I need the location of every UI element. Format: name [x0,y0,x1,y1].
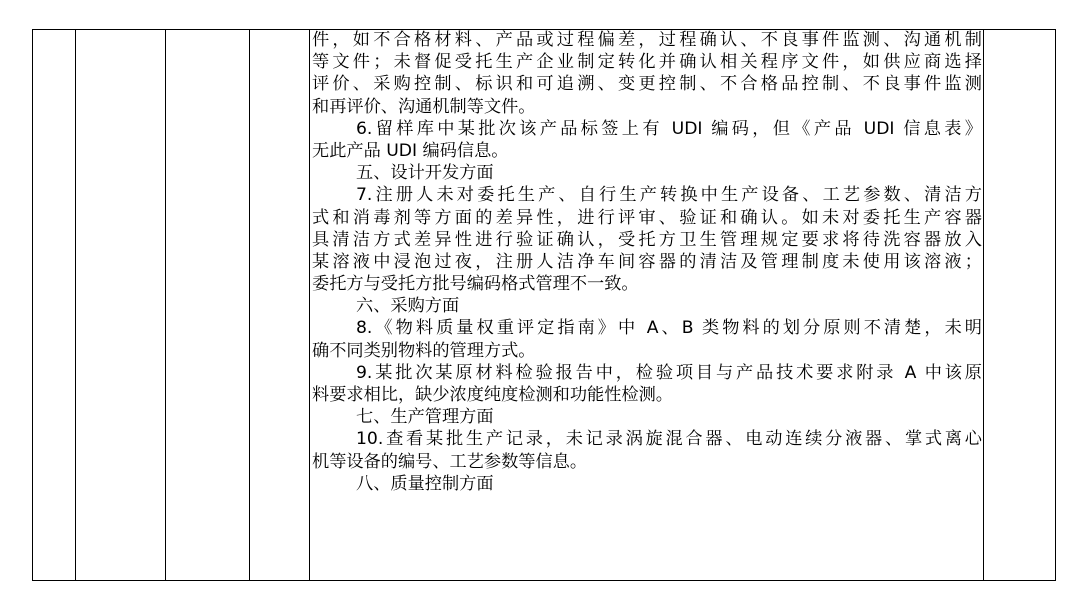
text-line: 确不同类别物料的管理方式。 [312,340,536,361]
text-line: 评价、采购控制、标识和可追溯、变更控制、不合格品控制、不良事件监测 [312,74,982,95]
text-line: 机等设备的编号、工艺参数等信息。 [312,451,588,472]
section-heading: 六、采购方面 [356,296,460,317]
table-column-divider [309,30,310,580]
table-column-divider [75,30,76,580]
section-heading: 七、生产管理方面 [356,407,494,428]
text-line: 7.注册人未对委托生产、自行生产转换中生产设备、工艺参数、清洁方 [356,185,982,206]
text-line: 等文件；未督促受托生产企业制定转化并确认相关程序文件，如供应商选择 [312,52,982,73]
table-column-divider [249,30,250,580]
section-heading: 八、质量控制方面 [356,473,494,494]
section-heading: 五、设计开发方面 [356,163,494,184]
text-line: 件，如不合格材料、产品或过程偏差，过程确认、不良事件监测、沟通机制 [312,30,982,50]
table-column-divider [165,30,166,580]
text-line: 式和消毒剂等方面的差异性，进行评审、验证和确认。如未对委托生产容器 [312,207,982,228]
text-line: 和再评价、沟通机制等文件。 [312,96,536,117]
text-line: 8.《物料质量权重评定指南》中 A、B 类物料的划分原则不清楚，未明 [356,318,982,339]
text-line: 无此产品 UDI 编码信息。 [312,140,509,161]
text-line: 某溶液中浸泡过夜，注册人洁净车间容器的清洁及管理制度未使用该溶液； [312,251,982,272]
text-line: 具清洁方式差异性进行验证确认，受托方卫生管理规定要求将待洗容器放入 [312,229,982,250]
findings-text-cell [312,29,982,495]
table-column-divider [983,30,984,580]
text-line: 料要求相比，缺少浓度纯度检测和功能性检测。 [312,385,673,405]
text-line: 10.查看某批生产记录，未记录涡旋混合器、电动连续分液器、掌式离心 [356,429,982,450]
text-line: 9.某批次某原材料检验报告中，检验项目与产品技术要求附录 A 中该原 [356,362,982,383]
text-line: 委托方与受托方批号编码格式管理不一致。 [312,274,639,295]
text-line: 6.留样库中某批次该产品标签上有 UDI 编码，但《产品 UDI 信息表》 [356,118,982,139]
